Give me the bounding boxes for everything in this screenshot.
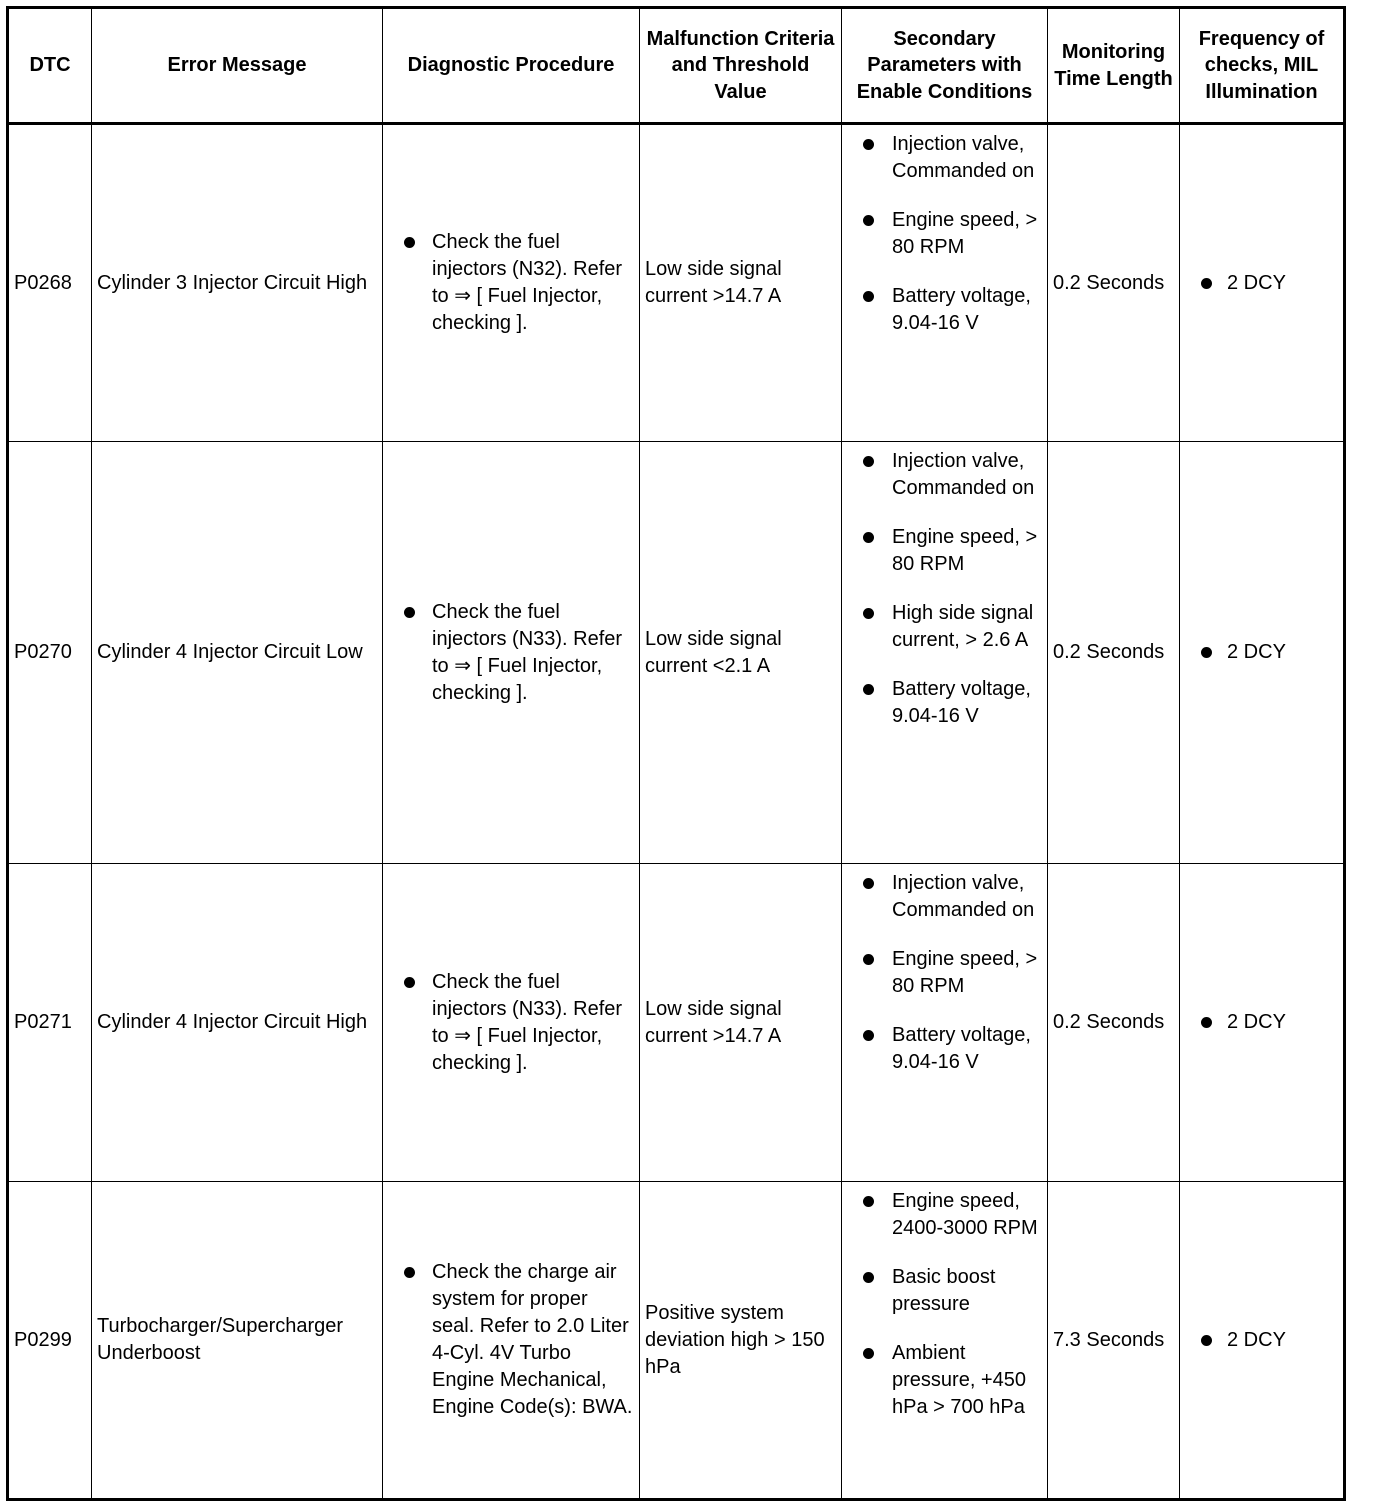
frequency-item-list: [1185, 270, 1338, 297]
error-message: Turbocharger/Supercharger Underboost: [92, 1182, 383, 1500]
bullet-icon: [863, 1272, 874, 1283]
monitoring-time: 0.2 Seconds: [1048, 124, 1180, 442]
monitoring-time: 7.3 Seconds: [1048, 1182, 1180, 1500]
header-malfunction-criteria: Malfunction Criteria and Threshold Value: [640, 8, 842, 124]
frequency-item-list: [1185, 1009, 1338, 1036]
condition-item: [847, 283, 1042, 337]
condition-item-text: Battery voltage, 9.04-16 V: [892, 1024, 1031, 1073]
table-body: [8, 124, 1345, 1500]
bullet-icon: [1201, 647, 1212, 658]
frequency: [1180, 124, 1345, 442]
condition-item-text: Engine speed, > 80 RPM: [892, 948, 1038, 997]
bullet-icon: [404, 1267, 415, 1278]
condition-item-text: Engine speed, 2400-3000 RPM: [892, 1190, 1038, 1239]
procedure-item-list: [388, 1259, 634, 1421]
bullet-icon: [863, 878, 874, 889]
dtc-code: P0270: [8, 442, 92, 864]
condition-item-text: Basic boost pressure: [892, 1266, 996, 1315]
bullet-icon: [863, 1196, 874, 1207]
secondary-parameters: [842, 1182, 1048, 1500]
procedure-item: [388, 229, 634, 337]
condition-item: [847, 448, 1042, 502]
condition-item: [847, 1264, 1042, 1318]
condition-item: [847, 207, 1042, 261]
procedure-item: [388, 599, 634, 707]
malfunction-criteria: Positive system deviation high > 150 hPa: [640, 1182, 842, 1500]
condition-item-list: [847, 131, 1042, 337]
bullet-icon: [404, 977, 415, 988]
condition-item: [847, 676, 1042, 730]
frequency-item: [1185, 1327, 1338, 1354]
condition-item-text: High side signal current, > 2.6 A: [892, 602, 1034, 651]
frequency-item-list: [1185, 1327, 1338, 1354]
procedure-item: [388, 1259, 634, 1421]
procedure-item-list: [388, 599, 634, 707]
header-secondary-parameters: Secondary Parameters with Enable Conditions: [842, 8, 1048, 124]
procedure-item-text: Check the fuel injectors (N33). Refer to ⇒ [ Fuel Injector, checking ].: [432, 970, 623, 1074]
diagnostic-procedure: [383, 442, 640, 864]
secondary-parameters: [842, 124, 1048, 442]
condition-item-text: Injection valve, Commanded on: [892, 133, 1035, 182]
table-row: [8, 864, 1345, 1182]
frequency-item-text: 2 DCY: [1227, 641, 1286, 663]
condition-item-list: [847, 448, 1042, 730]
procedure-item-list: [388, 969, 634, 1077]
condition-item-list: [847, 870, 1042, 1076]
condition-item-text: Battery voltage, 9.04-16 V: [892, 285, 1031, 334]
condition-item-text: Engine speed, > 80 RPM: [892, 526, 1038, 575]
header-dtc: DTC: [8, 8, 92, 124]
header-monitoring-time: Monitoring Time Length: [1048, 8, 1180, 124]
bullet-icon: [404, 607, 415, 618]
diagnostic-procedure: [383, 124, 640, 442]
frequency-item-text: 2 DCY: [1227, 1328, 1286, 1351]
header-diagnostic-procedure: Diagnostic Procedure: [383, 8, 640, 124]
condition-item: [847, 524, 1042, 578]
condition-item-text: Battery voltage, 9.04-16 V: [892, 678, 1031, 727]
condition-item: [847, 1022, 1042, 1076]
condition-item: [847, 600, 1042, 654]
frequency: [1180, 442, 1345, 864]
condition-item: [847, 131, 1042, 185]
bullet-icon: [863, 215, 874, 226]
frequency-item-list: [1185, 639, 1338, 666]
procedure-item-text: Check the fuel injectors (N32). Refer to ⇒ [ Fuel Injector, checking ].: [432, 231, 623, 334]
header-frequency: Frequency of checks, MIL Illumination: [1180, 8, 1345, 124]
frequency: [1180, 864, 1345, 1182]
secondary-parameters: [842, 864, 1048, 1182]
bullet-icon: [863, 456, 874, 467]
bullet-icon: [863, 532, 874, 543]
bullet-icon: [1201, 1017, 1212, 1028]
table-row: [8, 124, 1345, 442]
error-message: Cylinder 4 Injector Circuit High: [92, 864, 383, 1182]
bullet-icon: [863, 608, 874, 619]
procedure-item-text: Check the charge air system for proper seal. Refer to 2.0 Liter 4-Cyl. 4V Turbo Engine Mechanical, Engine Code(s): BWA.: [432, 1261, 633, 1418]
bullet-icon: [863, 139, 874, 150]
condition-item-text: Ambient pressure, +450 hPa > 700 hPa: [892, 1342, 1026, 1418]
condition-item-text: Injection valve, Commanded on: [892, 872, 1035, 921]
bullet-icon: [1201, 1335, 1212, 1346]
condition-item-text: Engine speed, > 80 RPM: [892, 209, 1038, 258]
bullet-icon: [1201, 278, 1212, 289]
monitoring-time: 0.2 Seconds: [1048, 864, 1180, 1182]
malfunction-criteria: Low side signal current >14.7 A: [640, 864, 842, 1182]
condition-item: [847, 1340, 1042, 1421]
malfunction-criteria: Low side signal current <2.1 A: [640, 442, 842, 864]
condition-item: [847, 1188, 1042, 1242]
bullet-icon: [863, 1348, 874, 1359]
procedure-item: [388, 969, 634, 1077]
bullet-icon: [863, 954, 874, 965]
frequency-item: [1185, 270, 1338, 297]
bullet-icon: [863, 1030, 874, 1041]
diagnostic-procedure: [383, 1182, 640, 1500]
diagnostic-procedure: [383, 864, 640, 1182]
error-message: Cylinder 4 Injector Circuit Low: [92, 442, 383, 864]
table-row: [8, 1182, 1345, 1500]
error-message: Cylinder 3 Injector Circuit High: [92, 124, 383, 442]
bullet-icon: [863, 291, 874, 302]
bullet-icon: [863, 684, 874, 695]
dtc-table: [6, 6, 1346, 1501]
condition-item: [847, 870, 1042, 924]
malfunction-criteria: Low side signal current >14.7 A: [640, 124, 842, 442]
frequency-item-text: 2 DCY: [1227, 271, 1286, 294]
dtc-code: P0299: [8, 1182, 92, 1500]
condition-item: [847, 946, 1042, 1000]
bullet-icon: [404, 237, 415, 248]
frequency-item-text: 2 DCY: [1227, 1011, 1286, 1033]
procedure-item-list: [388, 229, 634, 337]
condition-item-text: Injection valve, Commanded on: [892, 450, 1035, 499]
header-row: [8, 8, 1345, 124]
header-error-message: Error Message: [92, 8, 383, 124]
dtc-code: P0271: [8, 864, 92, 1182]
frequency: [1180, 1182, 1345, 1500]
procedure-item-text: Check the fuel injectors (N33). Refer to ⇒ [ Fuel Injector, checking ].: [432, 600, 623, 704]
frequency-item: [1185, 1009, 1338, 1036]
condition-item-list: [847, 1188, 1042, 1421]
secondary-parameters: [842, 442, 1048, 864]
frequency-item: [1185, 639, 1338, 666]
table-row: [8, 442, 1345, 864]
monitoring-time: 0.2 Seconds: [1048, 442, 1180, 864]
dtc-code: P0268: [8, 124, 92, 442]
